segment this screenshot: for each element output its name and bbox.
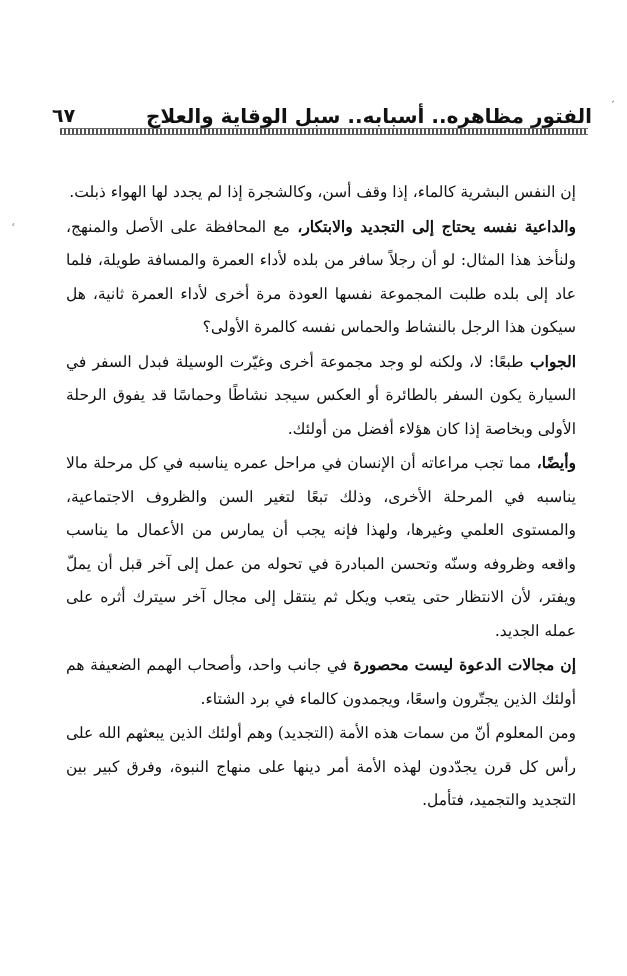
paragraph xyxy=(66,175,576,210)
paragraph-text: ومن المعلوم أنّ من سمات هذه الأمة (التجديد) وهم أولئك الذين يبعثهم الله على رأس كل قرن يجدّدون لهذه الأمة أمر دينها على منهاج النبوة، وفرق كبير بين التجديد والتجميد، فتأمل. xyxy=(66,724,576,809)
paragraph-lead: وأيضًا، xyxy=(530,453,576,472)
paragraph xyxy=(66,446,576,648)
paragraph-lead: والداعية نفسه يحتاج إلى التجديد والابتكار، xyxy=(289,216,576,236)
header-divider xyxy=(60,128,588,135)
paragraph-text: إن النفس البشرية كالماء، إذا وقف أسن، وكالشجرة إذا لم يجدد لها الهواء ذبلت. xyxy=(69,183,576,201)
running-title: الفتور مظاهره.. أسبابه.. سبل الوقاية والعلاج xyxy=(145,104,592,128)
paragraph xyxy=(66,210,576,345)
page-number: ٦٧ xyxy=(52,105,76,127)
paragraph-text: في جانب واحد، وأصحاب الهمم الضعيفة هم أولئك الذين يجتّرون واسعًا، ويجمدون كالماء في برد الشتاء. xyxy=(66,656,576,708)
body-text xyxy=(66,175,576,818)
paragraph xyxy=(66,716,576,818)
margin-mark: ٴ xyxy=(12,224,15,235)
paragraph xyxy=(66,648,576,716)
paragraph xyxy=(66,345,576,447)
margin-mark: ˏ xyxy=(610,92,615,103)
paragraph-text: مما تجب مراعاته أن الإنسان في مراحل عمره يناسبه في كل مرحلة مالا يناسبه في المرحلة الأخرى، وذلك تبعًا لتغير السن والظروف الاجتماعية، والمستوى العلمي وغيرها، ولهذا فإنه يجب أن يمارس من الأعمال ما يناسب واقعه وظروفه وسنّه وتحسن المبادرة في تحوله من عمل إلى آخر قبل أن يملّ ويفتر، لأن الانتظار حتى يتعب ويكل ثم ينتقل إلى مجال آخر سيترك أثره على عمله الجديد. xyxy=(66,454,576,640)
paragraph-text: طبعًا: لا، ولكنه لو وجد مجموعة أخرى وغيّرت الوسيلة فبدل السفر في السيارة يكون السفر بالطائرة أو العكس سيجد نشاطًا وحماسًا قد يفوق الرحلة الأولى وبخاصة إذا كان هؤلاء أفضل من أولئك. xyxy=(66,352,576,438)
paragraph-text: مع المحافظة على الأصل والمنهج، ولنأخذ هذا المثال: لو أن رجلاً سافر من بلده لأداء العمرة والمسافة طويلة، فلما عاد إلى بلده طلبت المجموعة نفسها العودة مرة أخرى لأداء العمرة ثانية، هل سيكون هذا الرجل بالنشاط والحماس نفسه كالمرة الأولى؟ xyxy=(66,217,576,336)
paragraph-lead: إن مجالات الدعوة ليست محصورة xyxy=(347,655,576,674)
paragraph-lead: الجواب xyxy=(523,351,576,371)
page-header xyxy=(52,88,592,126)
